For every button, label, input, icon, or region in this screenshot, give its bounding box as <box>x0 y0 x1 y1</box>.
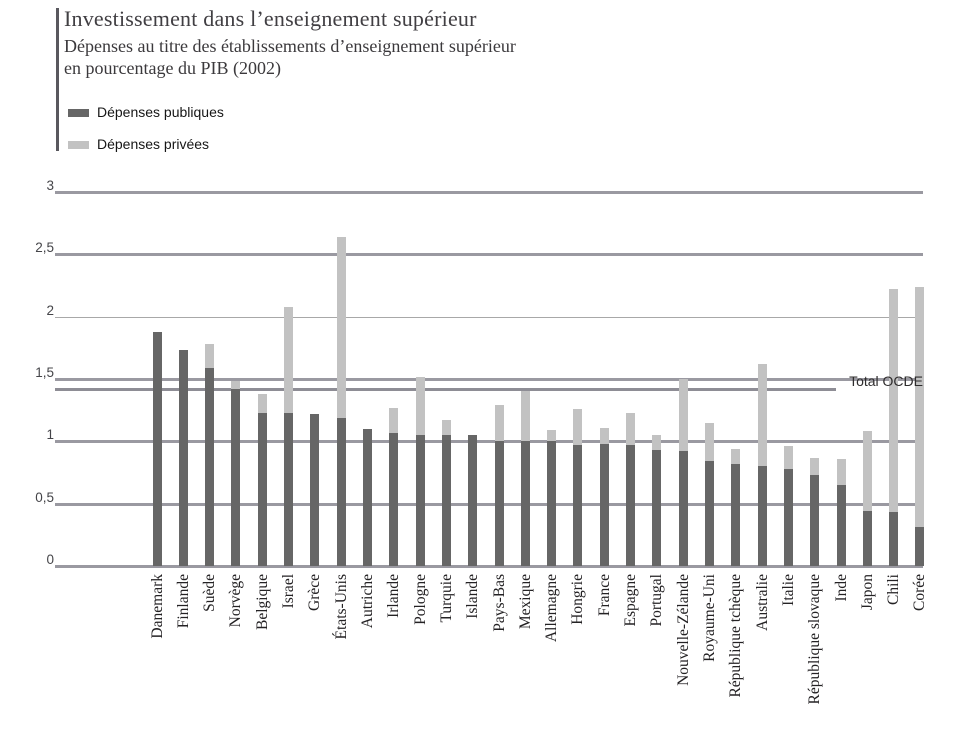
y-axis-tick-label: 1 <box>46 427 54 443</box>
bar-segment-public <box>231 389 240 566</box>
bar-segment-public <box>284 413 293 566</box>
bar-segment-private <box>231 381 240 388</box>
bar-segment-public <box>337 418 346 566</box>
x-axis-category-label: Turquie <box>437 574 455 623</box>
x-axis-category-label: Hongrie <box>569 574 587 625</box>
bar-segment-private <box>915 287 924 528</box>
x-axis-category-label: États-Unis <box>332 574 350 640</box>
x-axis-category-label: Italie <box>779 574 797 606</box>
bar-segment-public <box>758 466 767 566</box>
x-axis-category-label: Allemagne <box>543 574 561 643</box>
x-axis-category-label: Finlande <box>174 574 192 629</box>
y-axis-tick-label: 0,5 <box>35 489 54 505</box>
bar-segment-private <box>337 237 346 418</box>
x-axis-category-label: Islande <box>464 574 482 619</box>
legend-swatch-private <box>68 141 89 149</box>
x-axis-category-label: Danemark <box>148 574 166 639</box>
bar-segment-public <box>705 461 714 566</box>
bar-segment-private <box>705 423 714 462</box>
bar-segment-private <box>389 408 398 433</box>
bar-segment-private <box>837 459 846 485</box>
bar-segment-public <box>153 332 162 566</box>
bar-segment-public <box>389 433 398 566</box>
bar-segment-private <box>679 379 688 451</box>
bar-segment-public <box>547 441 556 566</box>
x-axis-category-label: Inde <box>832 574 850 602</box>
bar-segment-private <box>731 449 740 464</box>
bar-segment-public <box>468 435 477 566</box>
x-axis-category-label: République slovaque <box>806 574 824 705</box>
bar-segment-public <box>731 464 740 566</box>
x-axis-category-label: Espagne <box>622 574 640 627</box>
bar-segment-public <box>416 435 425 566</box>
bar-segment-private <box>442 420 451 435</box>
total-ocde-line <box>55 388 836 391</box>
bar-segment-public <box>837 485 846 566</box>
bar-segment-private <box>573 409 582 445</box>
y-axis-tick-label: 3 <box>46 177 54 193</box>
chart-subtitle-line-2: en pourcentage du PIB (2002) <box>64 58 281 78</box>
bar-segment-public <box>810 475 819 566</box>
x-axis-category-label: Belgique <box>253 574 271 630</box>
header-vertical-rule <box>56 8 59 151</box>
bar-segment-private <box>258 394 267 413</box>
bar-segment-public <box>652 450 661 566</box>
x-axis-category-label: Australie <box>753 574 771 631</box>
bar-segment-public <box>363 429 372 566</box>
bar-segment-public <box>863 511 872 566</box>
x-axis-category-label: Royaume-Uni <box>701 574 718 662</box>
chart-title: Investissement dans l’enseignement supérieur <box>64 6 477 31</box>
x-axis-category-label: Grèce <box>306 574 324 611</box>
x-axis-category-label: Israel <box>280 574 298 609</box>
x-axis-category-label: Corée <box>911 574 929 612</box>
bar-segment-public <box>626 445 635 566</box>
x-axis-category-label: Pays-Bas <box>490 574 508 632</box>
x-axis-category-label: Portugal <box>648 574 666 627</box>
bar-segment-public <box>600 444 609 566</box>
x-axis-category-label: France <box>595 574 613 617</box>
x-axis-category-label: Autriche <box>358 574 376 629</box>
bar-segment-private <box>784 446 793 468</box>
x-axis-category-label: Suède <box>201 574 219 612</box>
legend-label-private: Dépenses privées <box>97 136 210 152</box>
bar-segment-public <box>258 413 267 566</box>
bar-segment-private <box>284 307 293 413</box>
y-axis-tick-label: 2,5 <box>35 240 54 256</box>
bar-segment-public <box>784 469 793 566</box>
gridline <box>55 191 923 194</box>
bar-segment-private <box>521 391 530 441</box>
bar-segment-private <box>758 364 767 466</box>
x-axis-category-label: Chili <box>885 574 903 606</box>
bar-segment-public <box>889 512 898 566</box>
y-axis-tick-label: 2 <box>46 302 54 318</box>
x-axis-category-label: Japon <box>858 574 876 611</box>
bar-segment-private <box>810 458 819 475</box>
legend-swatch-public <box>68 109 89 117</box>
bar-segment-private <box>205 344 214 368</box>
bar-segment-public <box>205 368 214 566</box>
x-axis-category-label: Norvège <box>227 574 245 628</box>
bar-segment-private <box>600 428 609 444</box>
y-axis-tick-label: 1,5 <box>35 364 54 380</box>
bar-segment-private <box>652 435 661 450</box>
bar-segment-public <box>521 441 530 566</box>
bar-segment-public <box>495 441 504 566</box>
x-axis-category-label: Irlande <box>385 574 403 618</box>
gridline <box>55 317 923 318</box>
bar-segment-private <box>863 431 872 511</box>
x-axis-category-label: Nouvelle-Zélande <box>674 574 692 686</box>
bar-segment-private <box>547 430 556 441</box>
chart-subtitle-line-1: Dépenses au titre des établissements d’enseignement supérieur <box>64 36 516 56</box>
legend-label-public: Dépenses publiques <box>97 104 224 120</box>
bar-segment-private <box>626 413 635 445</box>
bar-segment-private <box>416 377 425 436</box>
bar-segment-private <box>495 405 504 441</box>
total-ocde-label: Total OCDE <box>849 372 923 389</box>
y-axis-tick-label: 0 <box>46 552 54 567</box>
bar-segment-public <box>442 435 451 566</box>
bar-segment-public <box>679 451 688 566</box>
x-axis-category-label: République tchèque <box>727 574 745 698</box>
bar-segment-public <box>310 414 319 566</box>
bar-segment-private <box>889 289 898 512</box>
x-axis-category-label: Mexique <box>516 574 534 630</box>
bar-segment-public <box>573 445 582 566</box>
bar-segment-public <box>915 527 924 566</box>
gridline <box>55 253 923 256</box>
x-axis-category-label: Pologne <box>411 574 429 625</box>
bar-segment-public <box>179 350 188 566</box>
